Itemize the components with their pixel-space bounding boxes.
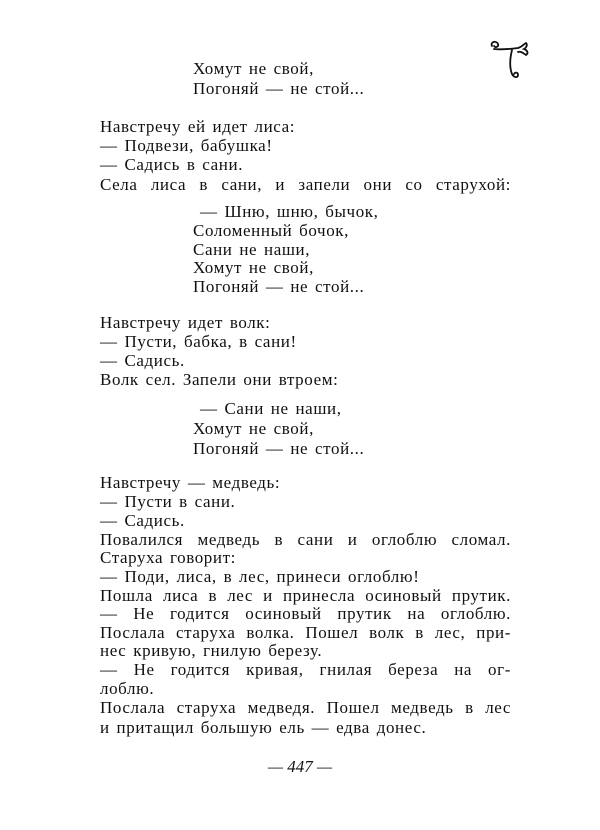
verse-line: Хомут не свой, bbox=[193, 258, 314, 277]
verse-line: Хомут не свой, bbox=[193, 419, 314, 438]
text-line: — Не годится кривая, гнилая береза на ог- bbox=[100, 660, 511, 679]
text-line: нес кривую, гнилую березу. bbox=[100, 641, 323, 660]
flourish-ornament-icon bbox=[488, 40, 532, 82]
text-line: — Не годится осиновый прутик на оглоблю. bbox=[100, 604, 511, 623]
text-line: Послала старуха волка. Пошел волк в лес, при- bbox=[100, 623, 511, 642]
verse-line: Погоняй — не стой... bbox=[193, 277, 365, 296]
text-line: — Пусти, бабка, в сани! bbox=[100, 332, 297, 351]
text-line: Погоняй — не стой... bbox=[193, 79, 365, 98]
text-line: лоблю. bbox=[100, 679, 155, 698]
text-line: и притащил большую ель — едва донес. bbox=[100, 718, 427, 737]
text-line: Хомут не свой, bbox=[193, 59, 314, 78]
verse-line: Погоняй — не стой... bbox=[193, 439, 365, 458]
text-line: — Садись. bbox=[100, 351, 185, 370]
text-line: — Поди, лиса, в лес, принеси оглоблю! bbox=[100, 567, 420, 586]
verse-line: — Сани не наши, bbox=[200, 399, 342, 418]
verse-line: — Шню, шню, бычок, bbox=[200, 202, 379, 221]
text-line: — Садись в сани. bbox=[100, 155, 244, 174]
text-line: — Садись. bbox=[100, 511, 185, 530]
text-line: Волк сел. Запели они втроем: bbox=[100, 370, 339, 389]
text-line: — Пусти в сани. bbox=[100, 492, 236, 511]
text-line: Старуха говорит: bbox=[100, 548, 236, 567]
text-line: Села лиса в сани, и запели они со старухой: bbox=[100, 175, 511, 194]
text-line: Навстречу ей идет лиса: bbox=[100, 117, 296, 136]
verse-line: Соломенный бочок, bbox=[193, 221, 350, 240]
text-line: Послала старуха медведя. Пошел медведь в лес bbox=[100, 698, 511, 717]
text-line: — Подвези, бабушка! bbox=[100, 136, 273, 155]
page-number: — 447 — bbox=[267, 757, 333, 776]
text-line: Навстречу идет волк: bbox=[100, 313, 271, 332]
text-line: Навстречу — медведь: bbox=[100, 473, 281, 492]
text-line: Пошла лиса в лес и принесла осиновый прутик. bbox=[100, 586, 511, 605]
verse-line: Сани не наши, bbox=[193, 240, 311, 259]
text-line: Повалился медведь в сани и оглоблю сломал. bbox=[100, 530, 511, 549]
